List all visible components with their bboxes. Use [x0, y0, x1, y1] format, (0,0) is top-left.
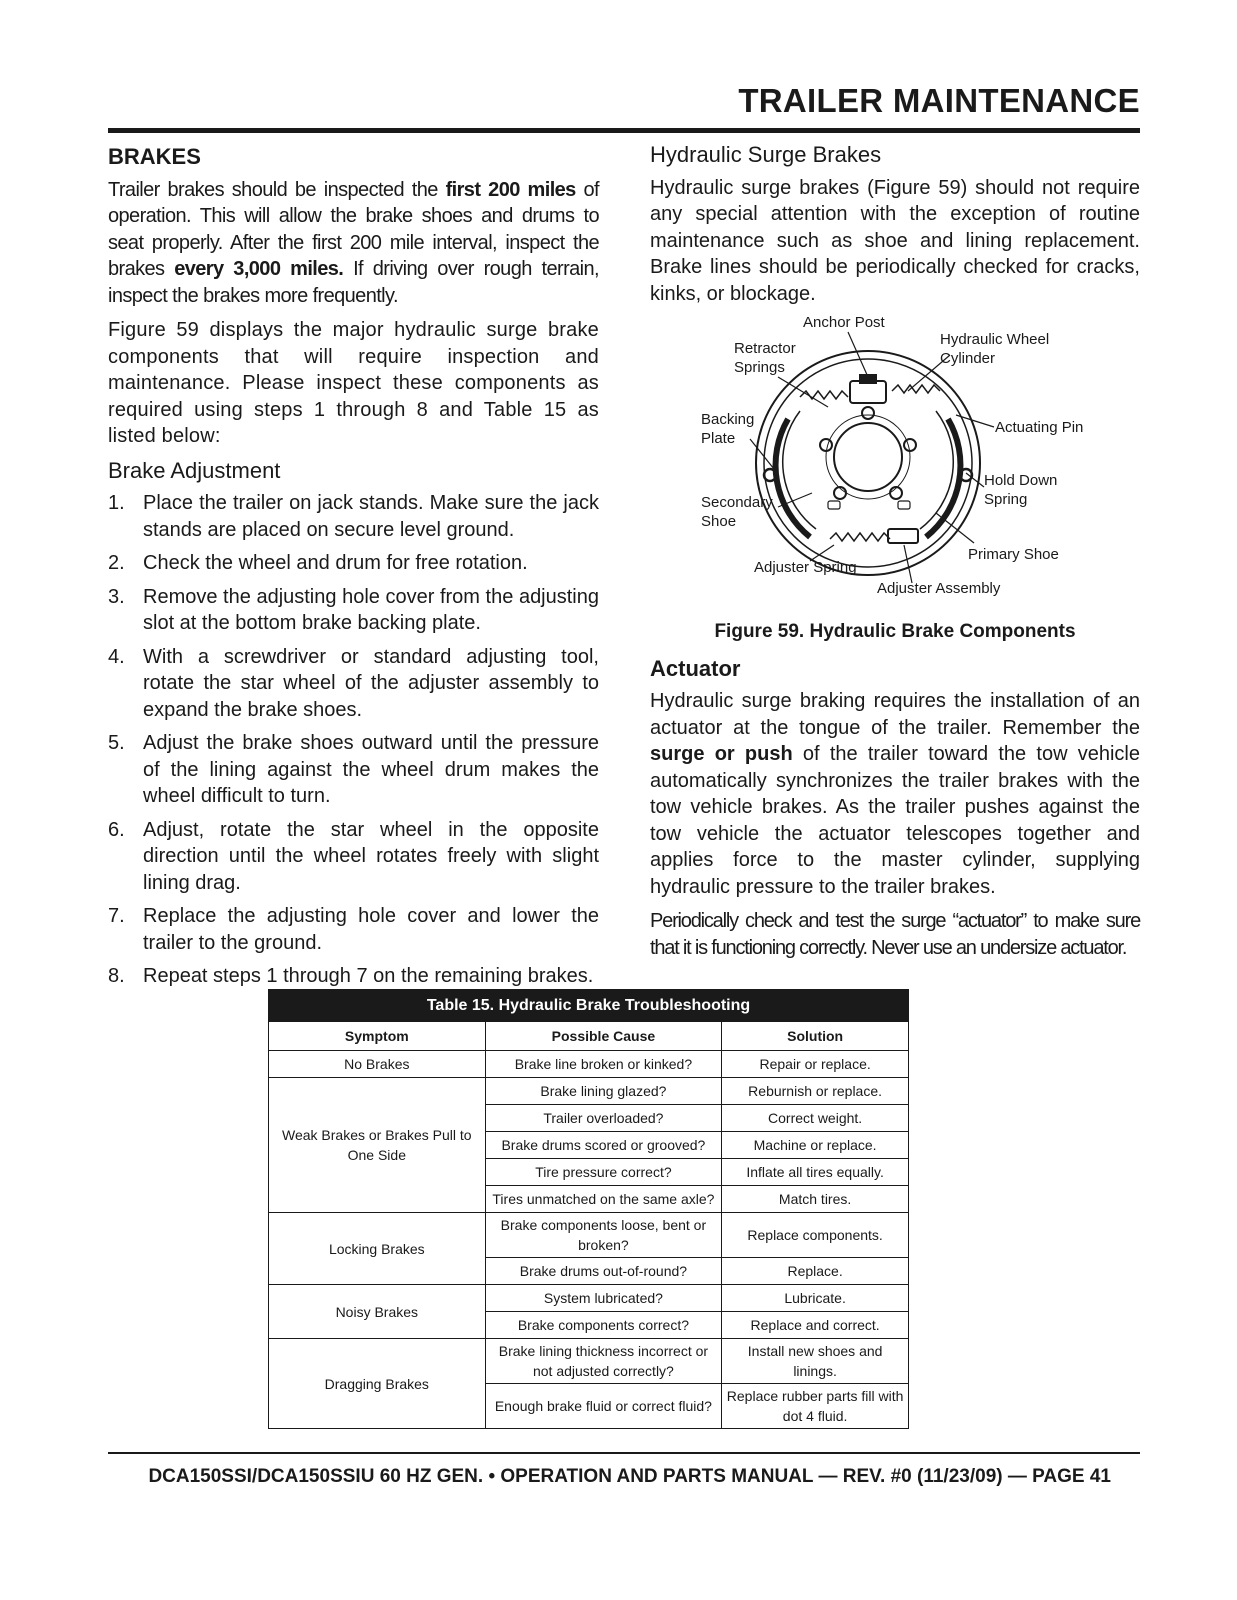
cause-cell: Tire pressure correct? — [485, 1159, 722, 1186]
brake-drawing — [650, 315, 1140, 615]
figure-caption: Figure 59. Hydraulic Brake Components — [714, 621, 1076, 642]
brake-diagram — [650, 315, 1140, 615]
list-item: 7. Replace the adjusting hole cover and lower the trailer to the ground. — [108, 905, 599, 954]
table-row — [269, 1051, 909, 1078]
solution-cell: Reburnish or replace. — [722, 1078, 909, 1105]
surge-brakes-paragraph: Hydraulic surge brakes (Figure 59) should not require any special attention with the exception of routine maintenance such as shoe and lining replacement. Brake lines should be periodically checked for cracks, kinks, or blockage. — [650, 176, 1140, 305]
label-hold-down-spring: Hold Down Spring — [984, 472, 1058, 508]
cause-cell: Brake components loose, bent or broken? — [485, 1213, 722, 1258]
solution-cell: Correct weight. — [722, 1105, 909, 1132]
list-item: 2. Check the wheel and drum for free rotation. — [108, 552, 528, 574]
troubleshooting-table — [268, 989, 909, 1429]
symptom-cell: Dragging Brakes — [269, 1339, 486, 1429]
label-hydraulic-wheel-cylinder: Hydraulic Wheel Cylinder — [940, 331, 1050, 367]
table-header-solution: Solution — [722, 1022, 909, 1051]
symptom-cell: Noisy Brakes — [269, 1285, 486, 1339]
adjustment-steps — [108, 490, 599, 990]
solution-cell: Inflate all tires equally. — [722, 1159, 909, 1186]
actuator-heading: Actuator — [650, 655, 741, 681]
list-item: 4. With a screwdriver or standard adjusting tool, rotate the star wheel of the adjuster assembly to expand the brake shoes. — [108, 645, 599, 721]
cause-cell: System lubricated? — [485, 1285, 722, 1312]
troubleshooting-table-wrapper — [268, 989, 909, 1429]
table-header-symptom: Symptom — [269, 1022, 486, 1051]
solution-cell: Lubricate. — [722, 1285, 909, 1312]
header-rule — [108, 128, 1140, 133]
label-primary-shoe: Primary Shoe — [968, 546, 1059, 563]
solution-cell: Replace and correct. — [722, 1312, 909, 1339]
table-row — [269, 1285, 909, 1312]
left-column — [108, 142, 599, 997]
label-anchor-post: Anchor Post — [803, 314, 885, 331]
brakes-paragraph: Trailer brakes should be inspected the first 200 miles of operation. This will allow the brake shoes and drums to seat properly. After the first 200 mile interval, inspect the brakes every 3,000 miles. If driving over rough terrain, inspect the brakes more frequently. — [108, 178, 599, 307]
footer-rule — [108, 1452, 1140, 1454]
solution-cell: Replace components. — [722, 1213, 909, 1258]
table-row — [269, 1078, 909, 1105]
cause-cell: Trailer overloaded? — [485, 1105, 722, 1132]
list-item: 8. Repeat steps 1 through 7 on the remaining brakes. — [108, 965, 594, 987]
figure-reference-paragraph: Figure 59 displays the major hydraulic surge brake components that will require inspection and maintenance. Please inspect these components as required using steps 1 through 8 and Table 15 as listed below: — [108, 319, 599, 447]
solution-cell: Replace rubber parts fill with dot 4 fluid. — [722, 1384, 909, 1429]
symptom-cell: Weak Brakes or Brakes Pull to One Side — [269, 1078, 486, 1213]
label-actuating-pin: Actuating Pin — [995, 419, 1084, 436]
surge-brakes-heading: Hydraulic Surge Brakes — [650, 142, 882, 167]
label-secondary-shoe: Secondary Shoe — [701, 494, 773, 530]
label-retractor-springs: Retractor Springs — [734, 340, 796, 376]
actuator-paragraph: Hydraulic surge braking requires the installation of an actuator at the tongue of the trailer. Remember the surge or push of the trailer toward the tow vehicle automatically synchronizes the trailer brakes with the tow vehicle brakes. As the trailer pushes against the tow vehicle the actuator telescopes together and applies force to the master cylinder, supplying hydraulic pressure to the trailer brakes. — [650, 690, 1140, 898]
cause-cell: Brake components correct? — [485, 1312, 722, 1339]
cause-cell: Brake line broken or kinked? — [485, 1051, 722, 1078]
cause-cell: Enough brake fluid or correct fluid? — [485, 1384, 722, 1429]
label-adjuster-assembly: Adjuster Assembly — [877, 580, 1001, 597]
table-title: Table 15. Hydraulic Brake Troubleshooting — [269, 990, 909, 1022]
solution-cell: Repair or replace. — [722, 1051, 909, 1078]
page-footer: DCA150SSI/DCA150SSIU 60 HZ GEN. • OPERATION AND PARTS MANUAL — REV. #0 (11/23/09) — PAGE 41 — [148, 1466, 1111, 1487]
cause-cell: Brake lining glazed? — [485, 1078, 722, 1105]
symptom-cell: No Brakes — [269, 1051, 486, 1078]
label-backing-plate: Backing Plate — [701, 411, 755, 447]
table-row — [269, 1339, 909, 1384]
table-row — [269, 1213, 909, 1258]
list-item: 3. Remove the adjusting hole cover from the adjusting slot at the bottom brake backing plate. — [108, 585, 599, 634]
actuator-check-paragraph: Periodically check and test the surge “actuator” to make sure that it is functioning correctly. Never use an undersize actuator. — [650, 910, 1140, 959]
page-title: TRAILER MAINTENANCE — [738, 82, 1140, 119]
cause-cell: Brake drums scored or grooved? — [485, 1132, 722, 1159]
list-item: 6. Adjust, rotate the star wheel in the opposite direction until the wheel rotates freely with slight lining drag. — [108, 818, 599, 894]
symptom-cell: Locking Brakes — [269, 1213, 486, 1285]
list-item: 5. Adjust the brake shoes outward until the pressure of the lining against the wheel drum makes the wheel difficult to turn. — [108, 732, 599, 807]
brakes-heading: BRAKES — [108, 144, 201, 169]
list-item: 1. Place the trailer on jack stands. Make sure the jack stands are placed on secure level ground. — [108, 492, 599, 541]
solution-cell: Replace. — [722, 1258, 909, 1285]
cause-cell: Tires unmatched on the same axle? — [485, 1186, 722, 1213]
solution-cell: Match tires. — [722, 1186, 909, 1213]
cause-cell: Brake lining thickness incorrect or not adjusted correctly? — [485, 1339, 722, 1384]
table-header-cause: Possible Cause — [485, 1022, 722, 1051]
cause-cell: Brake drums out-of-round? — [485, 1258, 722, 1285]
label-adjuster-spring: Adjuster Spring — [754, 559, 857, 576]
solution-cell: Install new shoes and linings. — [722, 1339, 909, 1384]
solution-cell: Machine or replace. — [722, 1132, 909, 1159]
right-column — [650, 142, 1140, 969]
brake-adjustment-heading: Brake Adjustment — [108, 457, 281, 483]
